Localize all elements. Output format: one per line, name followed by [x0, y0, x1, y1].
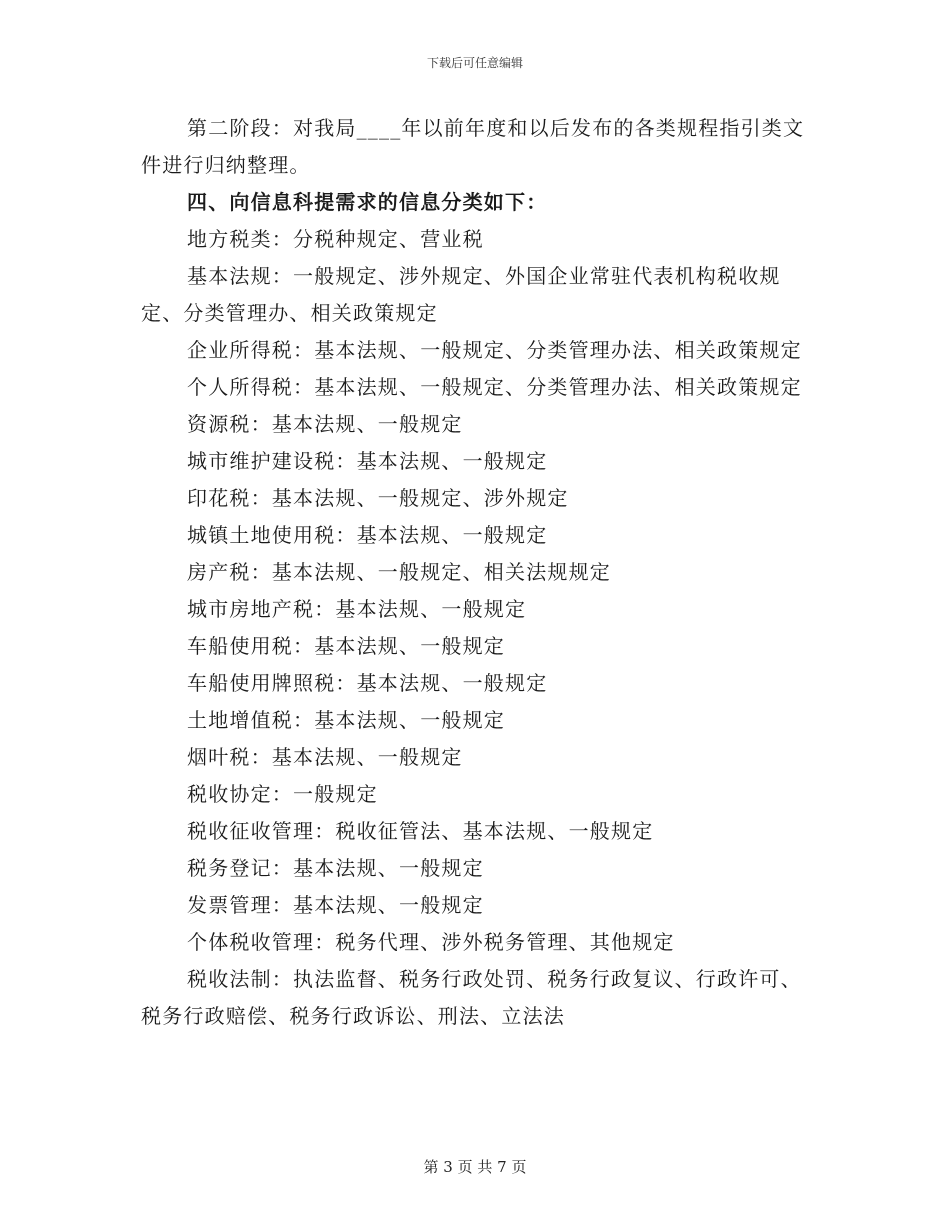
paragraph: 城市房地产税：基本法规、一般规定 — [187, 597, 527, 621]
paragraph: 个人所得税：基本法规、一般规定、分类管理办法、相关政策规定 — [187, 375, 802, 399]
paragraph: 资源税：基本法规、一般规定 — [187, 412, 463, 436]
paragraph: 税收征收管理：税收征管法、基本法规、一般规定 — [187, 819, 654, 843]
page-number: 第 3 页 共 7 页 — [423, 1158, 527, 1176]
paragraph: 城镇土地使用税：基本法规、一般规定 — [187, 523, 548, 547]
paragraph: 个体税收管理：税务代理、涉外税务管理、其他规定 — [187, 930, 675, 954]
document-body — [141, 110, 809, 1035]
paragraph: 企业所得税：基本法规、一般规定、分类管理办法、相关政策规定 — [187, 338, 802, 362]
paragraph: 地方税类：分税种规定、营业税 — [187, 227, 484, 251]
section-heading: 四、向信息科提需求的信息分类如下： — [187, 190, 548, 214]
paragraph: 第二阶段：对我局____年以前年度和以后发布的各类规程指引类文件进行归纳整理。 — [141, 116, 805, 177]
paragraph: 基本法规：一般规定、涉外规定、外国企业常驻代表机构税收规定、分类管理办、相关政策规定 — [141, 264, 781, 325]
paragraph: 车船使用税：基本法规、一般规定 — [187, 634, 505, 658]
header-note: 下载后可任意编辑 — [426, 56, 523, 70]
paragraph: 税收协定：一般规定 — [187, 782, 378, 806]
paragraph: 税务登记：基本法规、一般规定 — [187, 856, 484, 880]
paragraph: 房产税：基本法规、一般规定、相关法规规定 — [187, 560, 611, 584]
paragraph: 土地增值税：基本法规、一般规定 — [187, 708, 505, 732]
paragraph: 税收法制：执法监督、税务行政处罚、税务行政复议、行政许可、税务行政赔偿、税务行政诉讼、刑法、立法法 — [141, 967, 802, 1028]
paragraph: 城市维护建设税：基本法规、一般规定 — [187, 449, 548, 473]
paragraph: 烟叶税：基本法规、一般规定 — [187, 745, 463, 769]
paragraph: 印花税：基本法规、一般规定、涉外规定 — [187, 486, 569, 510]
paragraph: 发票管理：基本法规、一般规定 — [187, 893, 484, 917]
paragraph: 车船使用牌照税：基本法规、一般规定 — [187, 671, 548, 695]
